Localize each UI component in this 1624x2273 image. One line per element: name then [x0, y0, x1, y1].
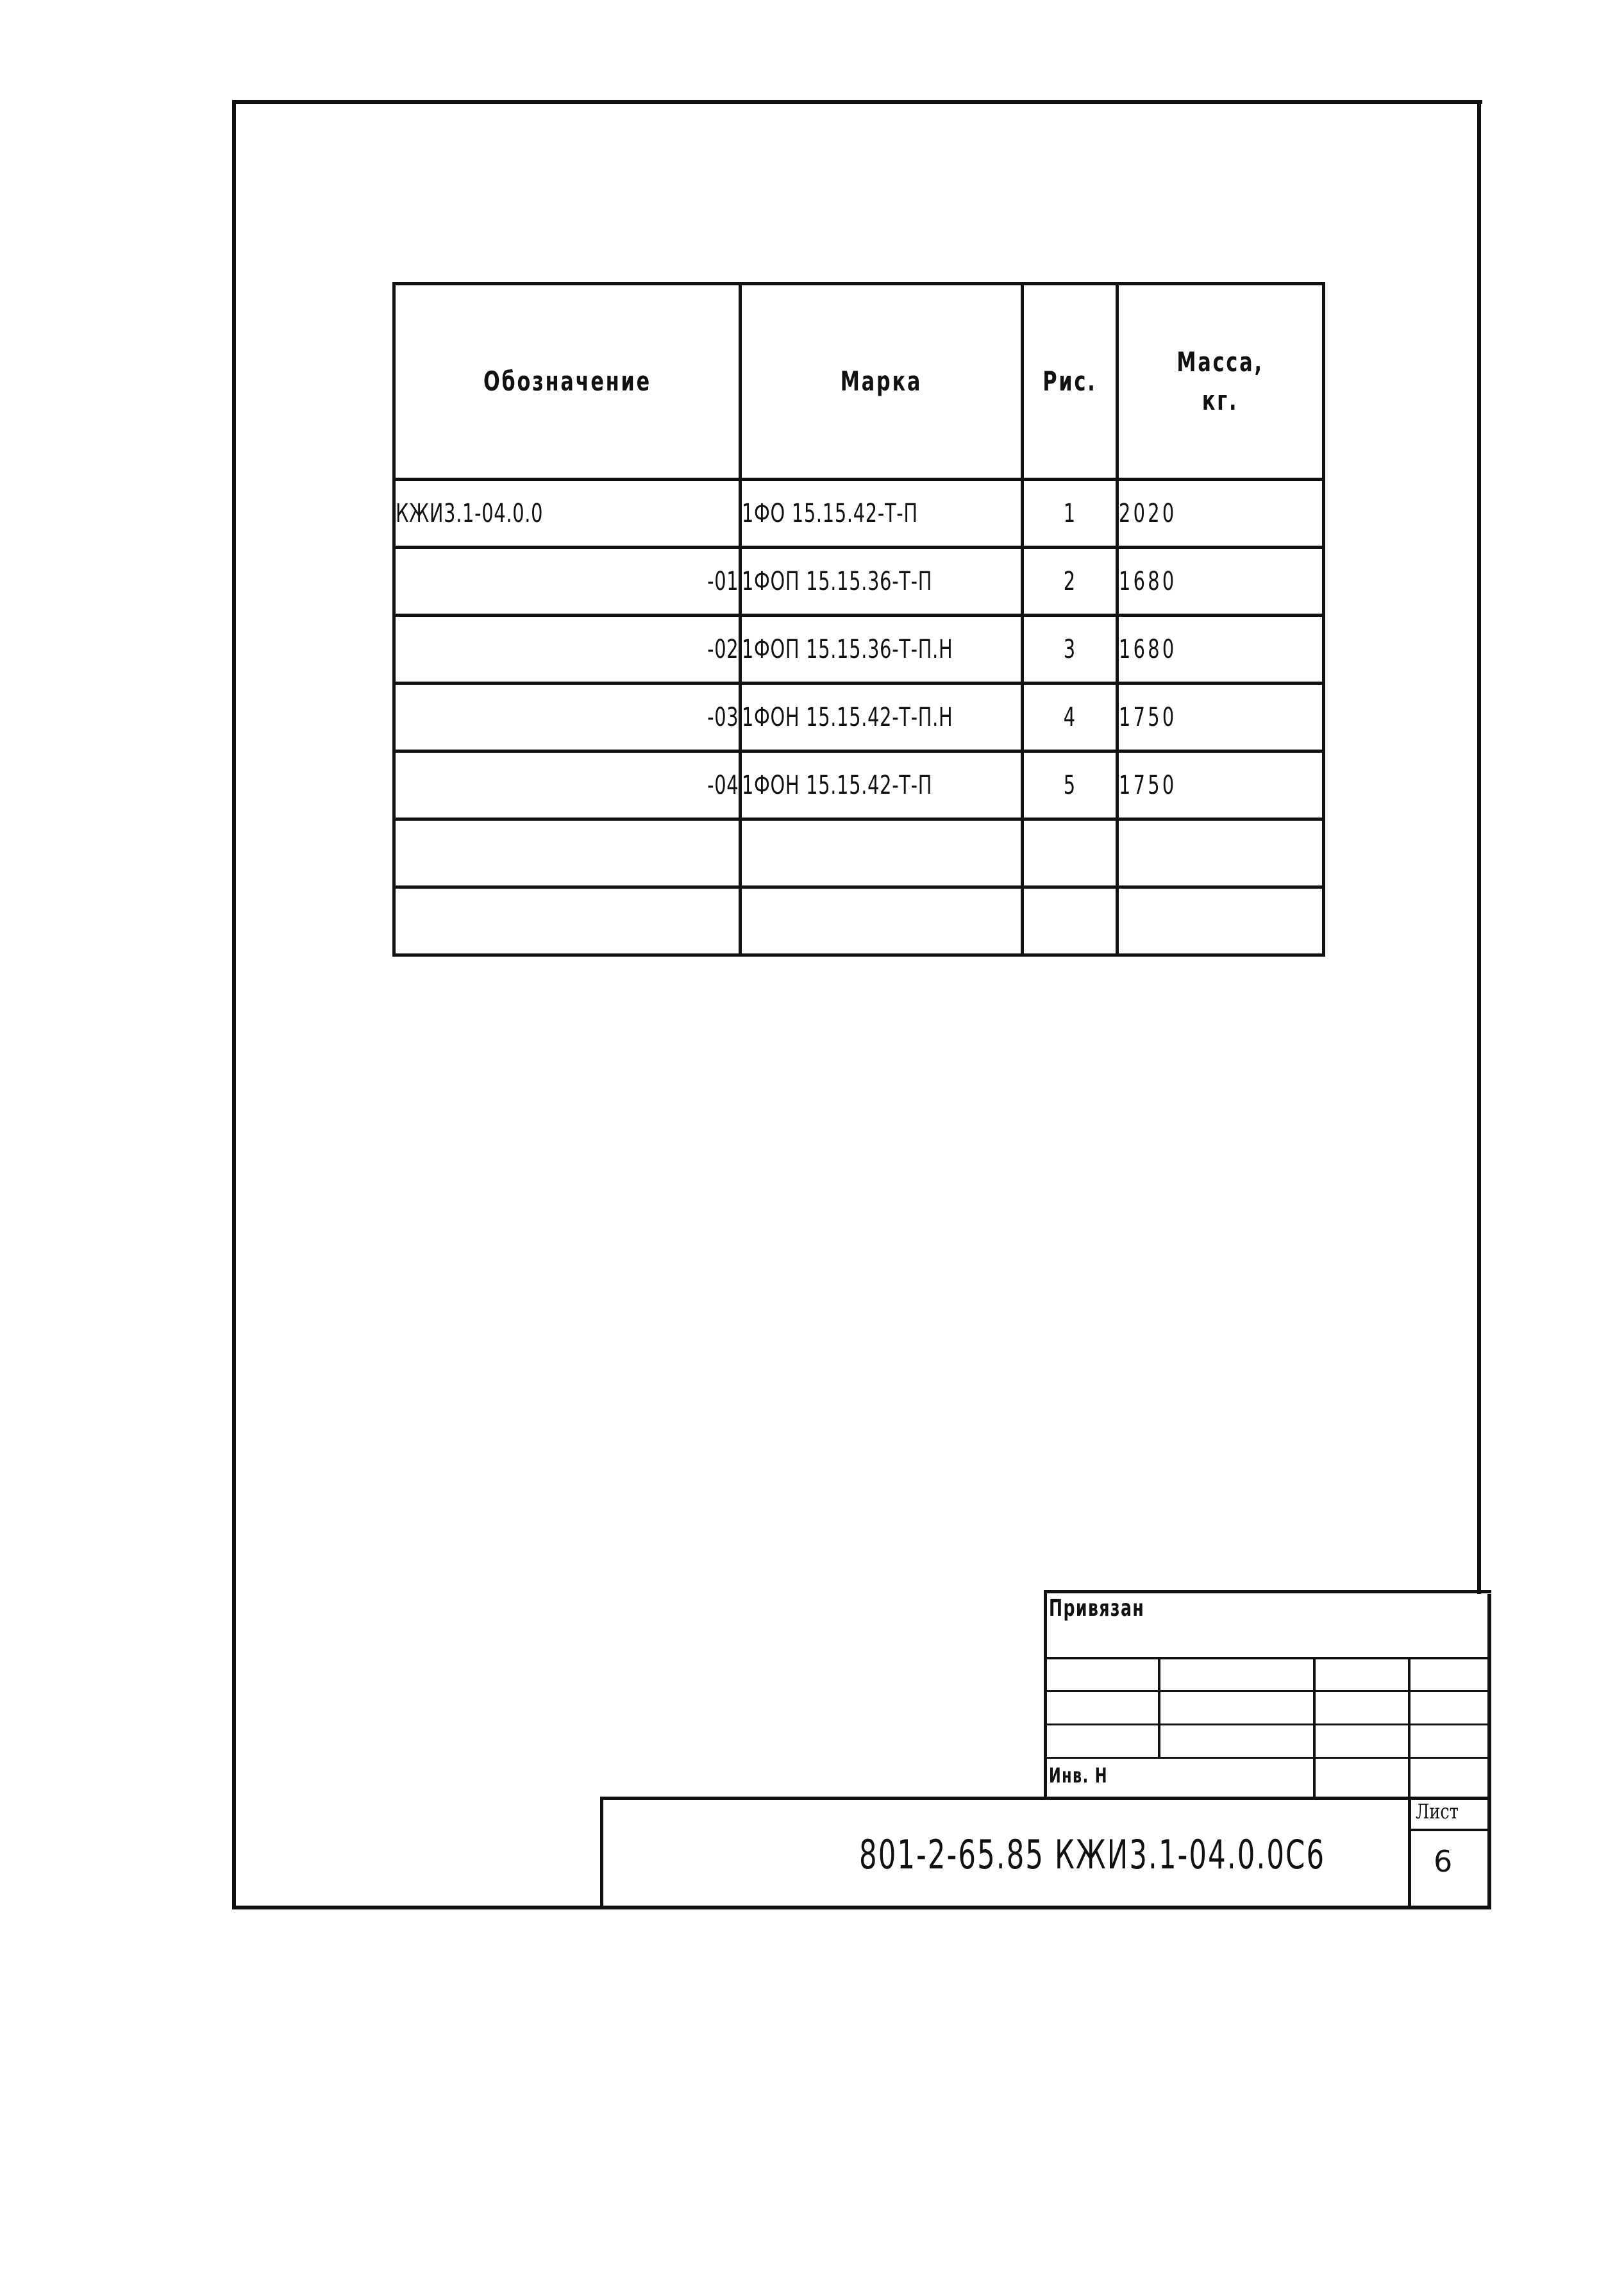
- row-mark: 1ФОП 15.15.36-Т-П: [741, 548, 1023, 616]
- table-row: [394, 548, 1324, 616]
- header-designation: Обозначение: [394, 284, 741, 480]
- specification-table: [392, 282, 1325, 957]
- row-designation: КЖИ3.1-04.0.0: [394, 480, 741, 548]
- row-mark: 1ФО 15.15.42-Т-П: [741, 480, 1023, 548]
- row-designation: -04: [394, 751, 741, 819]
- row-mass: 2020: [1118, 480, 1324, 548]
- row-figure: [1023, 819, 1118, 887]
- header-figure: Рис.: [1023, 284, 1118, 480]
- row-figure: 1: [1023, 480, 1118, 548]
- row-mark: 1ФОН 15.15.42-Т-П: [741, 751, 1023, 819]
- sheet-number: 6: [1434, 1844, 1453, 1879]
- row-figure: [1023, 887, 1118, 955]
- row-figure: 3: [1023, 616, 1118, 684]
- table-row-empty: [394, 819, 1324, 887]
- row-designation: -03: [394, 684, 741, 751]
- table-row: [394, 751, 1324, 819]
- row-mark: [741, 819, 1023, 887]
- table-row: [394, 616, 1324, 684]
- row-mark: [741, 887, 1023, 955]
- row-figure: 5: [1023, 751, 1118, 819]
- row-designation: -01: [394, 548, 741, 616]
- header-mass: Масса, кг.: [1118, 284, 1324, 480]
- row-mass: 1680: [1118, 616, 1324, 684]
- sheet-label: Лист: [1416, 1799, 1459, 1824]
- table-row-empty: [394, 887, 1324, 955]
- row-designation: [394, 819, 741, 887]
- row-mass: 1680: [1118, 548, 1324, 616]
- row-mass: [1118, 819, 1324, 887]
- document-code: 801-2-65.85 КЖИ3.1-04.0.0С6: [859, 1831, 1326, 1878]
- table-header-row: [394, 284, 1324, 480]
- frame-right-edge: [1477, 100, 1481, 1594]
- table-row: [394, 684, 1324, 751]
- frame-right-edge-lower: [1487, 1594, 1491, 1909]
- inventory-number-label: Инв. Н: [1049, 1763, 1108, 1788]
- header-mark: Марка: [741, 284, 1023, 480]
- row-designation: [394, 887, 741, 955]
- row-mass: 1750: [1118, 751, 1324, 819]
- table-row: [394, 480, 1324, 548]
- row-mark: 1ФОП 15.15.36-Т-П.Н: [741, 616, 1023, 684]
- frame-bottom-extension: [1477, 1906, 1491, 1909]
- row-mark: 1ФОН 15.15.42-Т-П.Н: [741, 684, 1023, 751]
- row-mass: [1118, 887, 1324, 955]
- row-mass: 1750: [1118, 684, 1324, 751]
- row-figure: 2: [1023, 548, 1118, 616]
- row-figure: 4: [1023, 684, 1118, 751]
- row-designation: -02: [394, 616, 741, 684]
- attached-label: Привязан: [1049, 1595, 1145, 1622]
